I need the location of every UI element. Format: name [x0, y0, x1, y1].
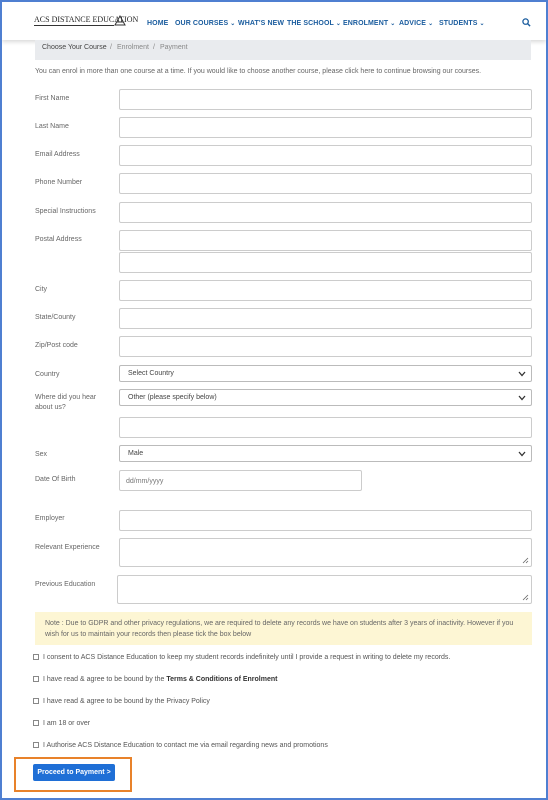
consent-privacy-text: I have read & agree to be bound by the Privacy Policy — [43, 698, 210, 705]
chevron-down-icon: ⌄ — [428, 21, 434, 27]
postal-address-label: Postal Address — [35, 236, 82, 243]
nav-home[interactable] — [147, 20, 168, 27]
chevron-down-icon: ⌄ — [479, 21, 485, 27]
consent-privacy-checkbox[interactable] — [33, 698, 39, 704]
education-textarea[interactable] — [117, 575, 532, 604]
chevron-down-icon: ⌄ — [390, 21, 396, 27]
last-name-label: Last Name — [35, 123, 69, 130]
nav-the-school[interactable] — [287, 20, 341, 27]
last-name-field[interactable] — [119, 117, 532, 138]
breadcrumb-item-choose-course[interactable]: Choose Your Course — [42, 44, 107, 51]
consent-records-row[interactable] — [33, 654, 450, 661]
dob-placeholder: dd/mm/yyyy — [126, 478, 164, 485]
sex-select[interactable] — [119, 445, 532, 462]
chevron-down-icon — [518, 371, 526, 377]
logo-emblem-icon — [114, 14, 126, 26]
consent-terms-text: I have read & agree to be bound by the — [43, 676, 167, 683]
postal-address-line2-field[interactable] — [119, 252, 532, 273]
nav-our-courses[interactable] — [175, 20, 235, 27]
breadcrumb-item-enrolment[interactable]: Enrolment — [117, 44, 149, 51]
chevron-down-icon — [518, 451, 526, 457]
proceed-to-payment-button[interactable]: Proceed to Payment > — [33, 764, 115, 781]
hear-about-select-value: Other (please specify below) — [128, 394, 217, 401]
resize-handle-icon[interactable] — [522, 557, 529, 564]
sex-select-value: Male — [128, 450, 144, 457]
consent-contact-checkbox[interactable] — [33, 742, 39, 748]
sex-label: Sex — [35, 451, 48, 458]
nav-label: STUDENTS — [439, 20, 478, 27]
nav-label: ENROLMENT — [343, 20, 389, 27]
city-label: City — [35, 286, 48, 293]
experience-label: Relevant Experience — [35, 544, 100, 551]
consent-age-checkbox[interactable] — [33, 720, 39, 726]
hear-about-other-field[interactable] — [119, 417, 532, 438]
first-name-field[interactable] — [119, 89, 532, 110]
hear-about-select[interactable] — [119, 389, 532, 406]
nav-advice[interactable] — [399, 20, 433, 27]
logo-text: ACS DISTANCE EDUCATION — [34, 15, 139, 24]
phone-label: Phone Number — [35, 179, 83, 186]
chevron-down-icon: ⌄ — [230, 21, 236, 27]
search-icon[interactable] — [522, 18, 531, 27]
hear-about-label: Where did you hear about us? — [35, 394, 97, 411]
consent-records-checkbox[interactable] — [33, 654, 39, 660]
experience-textarea[interactable] — [119, 538, 532, 567]
chevron-down-icon — [518, 395, 526, 401]
education-label: Previous Education — [35, 581, 96, 588]
consent-privacy-row[interactable] — [33, 698, 210, 705]
special-instructions-field[interactable] — [119, 202, 532, 223]
breadcrumb-item-payment: Payment — [160, 44, 188, 51]
postal-address-line1-field[interactable] — [119, 230, 532, 251]
nav-label: HOME — [147, 20, 169, 27]
zip-label: Zip/Post code — [35, 342, 78, 349]
consent-age-text: I am 18 or over — [43, 720, 91, 727]
email-field[interactable] — [119, 145, 532, 166]
email-label: Email Address — [35, 151, 80, 158]
country-label: Country — [35, 371, 60, 378]
phone-field[interactable] — [119, 173, 532, 194]
employer-label: Employer — [35, 515, 65, 522]
consent-age-row[interactable] — [33, 720, 90, 727]
consent-records-text: I consent to ACS Distance Education to keep my student records indefinitely until I provide a request in writing to delete my records. — [43, 654, 451, 661]
intro-text: You can enrol in more than one course at a time. If you would like to choose another course, please click here to continue browsing our courses. — [35, 68, 482, 75]
site-logo[interactable] — [34, 14, 139, 30]
terms-link[interactable]: Terms & Conditions of Enrolment — [166, 676, 278, 683]
nav-students[interactable] — [439, 20, 485, 27]
country-select[interactable] — [119, 365, 532, 382]
nav-label: THE SCHOOL — [287, 20, 334, 27]
nav-label: OUR COURSES — [175, 20, 229, 27]
consent-terms-checkbox[interactable] — [33, 676, 39, 682]
nav-label: WHAT'S NEW — [238, 20, 285, 27]
breadcrumb-separator: / — [110, 44, 112, 51]
breadcrumb-separator: / — [153, 44, 155, 51]
state-field[interactable] — [119, 308, 532, 329]
chevron-down-icon: ⌄ — [335, 21, 342, 27]
dob-label: Date Of Birth — [35, 476, 76, 483]
employer-field[interactable] — [119, 510, 532, 531]
country-select-value: Select Country — [128, 370, 174, 377]
city-field[interactable] — [119, 280, 532, 301]
nav-label: ADVICE — [399, 20, 427, 27]
consent-contact-row[interactable] — [33, 742, 328, 749]
nav-whats-new[interactable] — [238, 20, 284, 27]
gdpr-note: Note : Due to GDPR and other privacy regulations, we are required to delete any records we have on students after 3 years of inactivity. However if you wish for us to maintain your records then please tick the box below — [35, 612, 532, 645]
consent-contact-text: I Authorise ACS Distance Education to contact me via email regarding news and promotions — [43, 742, 328, 749]
consent-terms-row[interactable] — [33, 676, 277, 683]
dob-field[interactable] — [119, 470, 362, 491]
nav-enrolment[interactable] — [343, 20, 395, 27]
zip-field[interactable] — [119, 336, 532, 357]
first-name-label: First Name — [35, 95, 70, 102]
logo-underline — [34, 25, 114, 26]
special-instructions-label: Special Instructions — [35, 208, 96, 215]
site-header — [2, 2, 546, 40]
resize-handle-icon[interactable] — [522, 594, 529, 601]
state-label: State/County — [35, 314, 76, 321]
